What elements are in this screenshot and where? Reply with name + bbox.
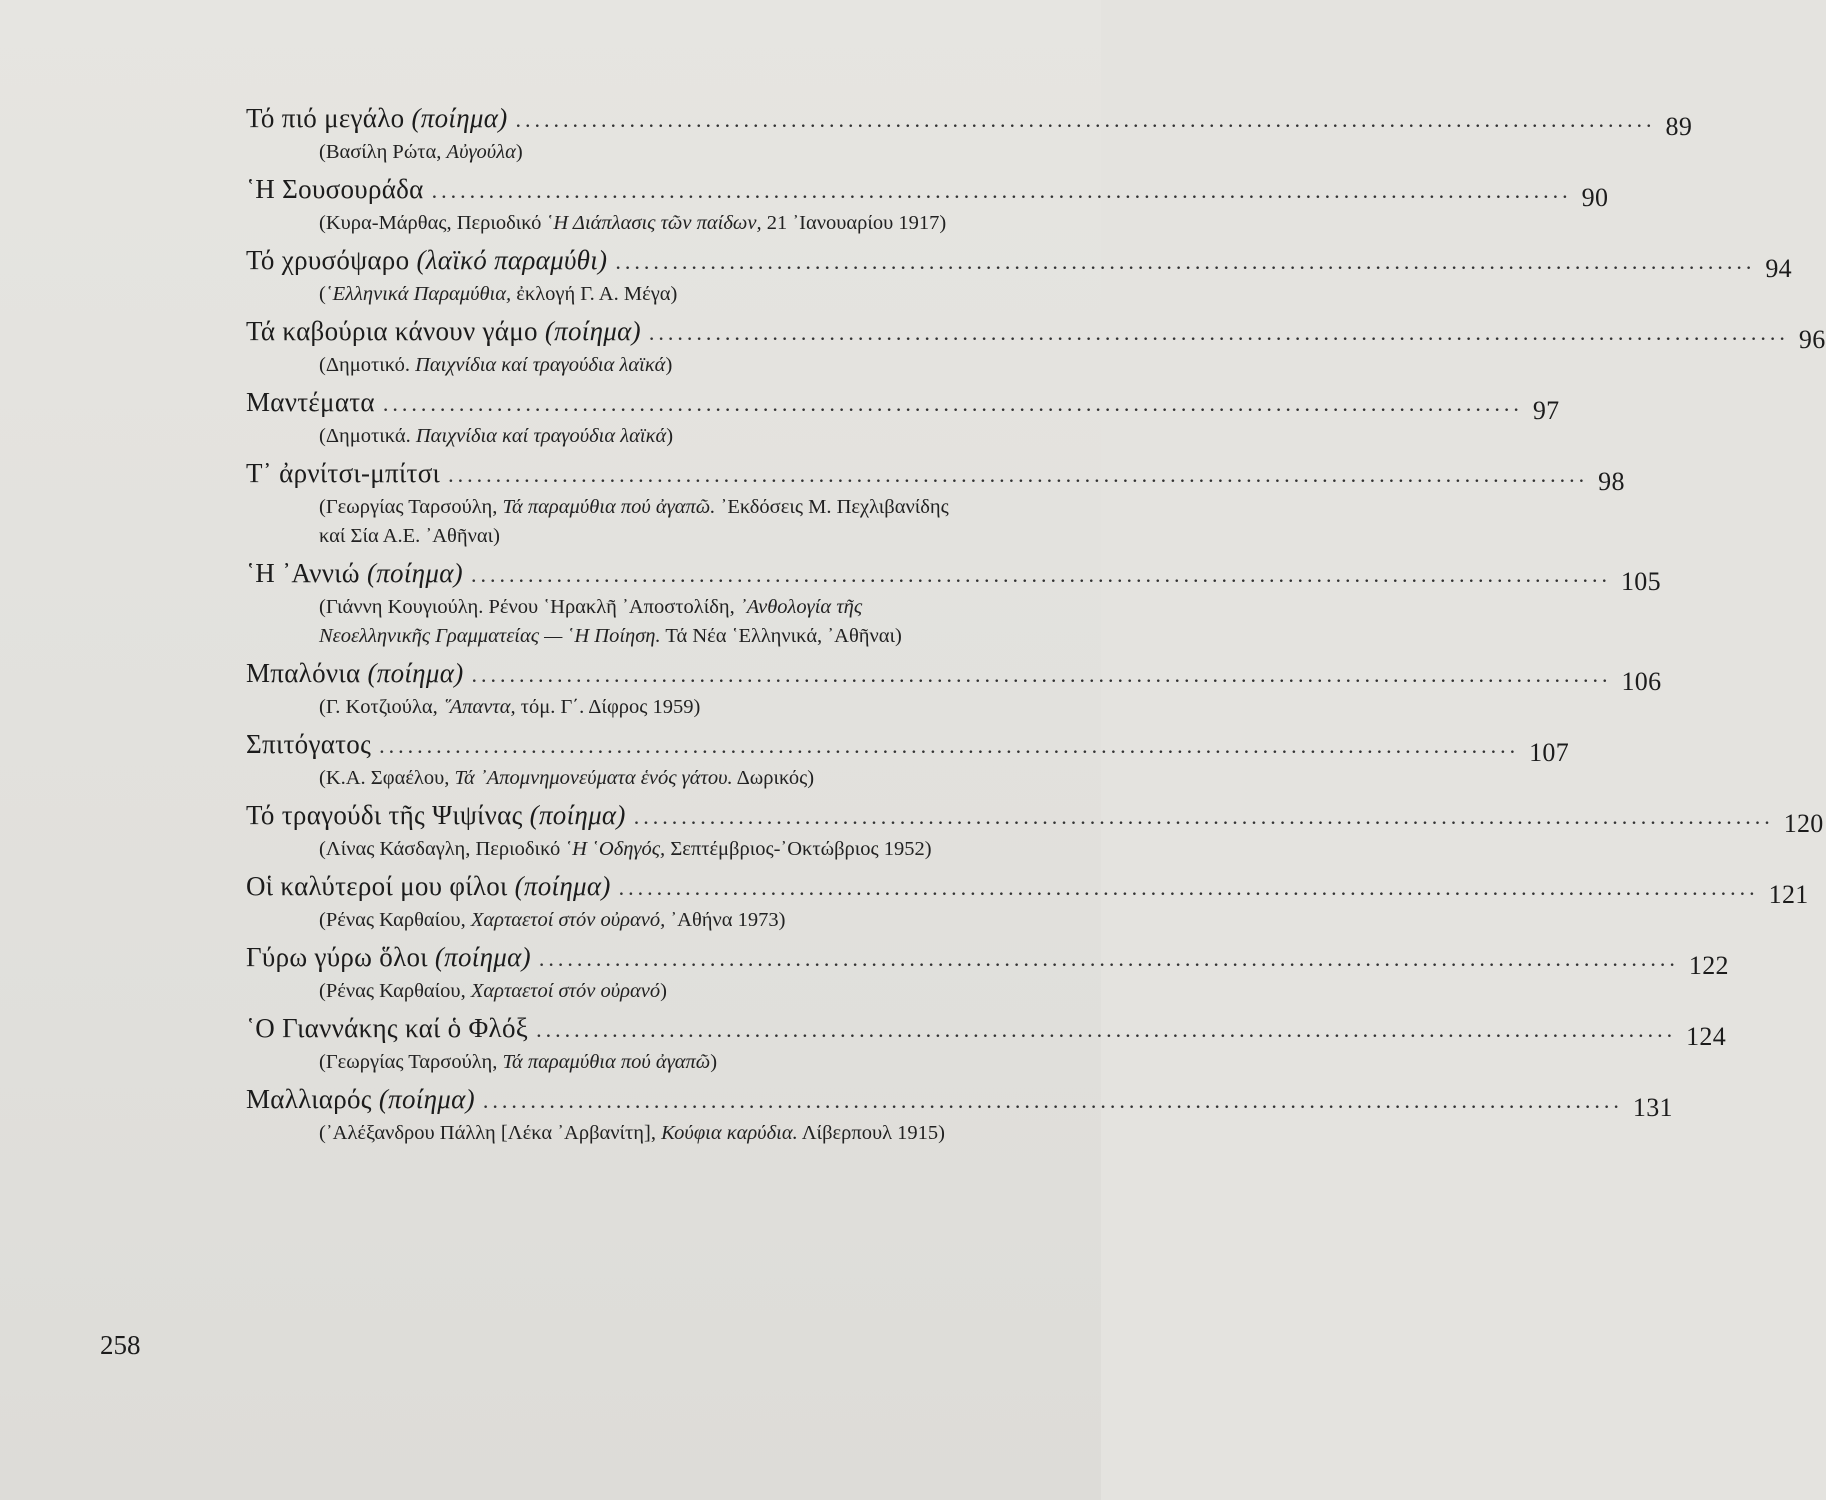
leader-dots: ........................................................................................................................ <box>515 107 1656 132</box>
source-text: ) <box>660 980 667 1002</box>
source-text: ἐκλογή Γ. Α. Μέγα) <box>511 283 678 305</box>
toc-entry-page: 97 <box>1532 396 1560 425</box>
toc-entry-title <box>246 242 607 278</box>
toc-entry-page: 124 <box>1686 1022 1726 1051</box>
toc-entry-line <box>246 100 1693 141</box>
toc-title-text: Τά καβούρια κάνουν γάμο <box>246 316 538 346</box>
source-text: (Κ.Α. Σφαέλου, <box>319 767 455 789</box>
toc-entry-page: 94 <box>1765 254 1792 283</box>
toc-title-text: Μαντέματα <box>246 387 375 417</box>
toc-entry-page: 98 <box>1598 467 1625 496</box>
toc-entry-title <box>246 313 641 349</box>
toc-entry-source <box>319 422 1030 451</box>
toc-entry-line <box>246 455 1625 496</box>
source-text: (Γιάννη Κουγιούλη. Ρένου ῾Ηρακλῆ ᾿Αποστολίδη, <box>319 596 740 618</box>
toc-title-genre: (ποίημα) <box>537 316 641 346</box>
source-text: τόμ. Γ΄. Δίφρος 1959) <box>515 696 701 718</box>
toc-entry-title <box>246 555 463 591</box>
source-text: (Γ. Κοτζιούλα, <box>319 696 443 718</box>
leader-dots: ........................................................................................................................ <box>482 1088 1623 1113</box>
toc-title-genre: (ποίημα) <box>371 1084 475 1114</box>
toc-entry-line <box>246 1081 1673 1122</box>
toc-title-text: Τό τραγούδι τῆς Ψιψίνας <box>246 800 523 830</box>
toc-entry-source <box>319 593 1030 651</box>
toc-entry-page: 89 <box>1665 112 1693 141</box>
source-work-title: Τά παραμύθια πού ἀγαπῶ. <box>502 496 716 518</box>
toc-entry-title <box>246 655 464 691</box>
source-text: Δωρικός) <box>732 767 815 789</box>
source-work-title: Παιχνίδια καί τραγούδια λαϊκά <box>415 354 666 376</box>
toc-title-text: Σπιτόγατος <box>246 729 372 759</box>
toc-entry-title <box>246 384 375 420</box>
toc-entry-source <box>319 906 1030 935</box>
source-work-title: Χαρταετοί στόν οὐρανό <box>470 980 661 1002</box>
source-text: ᾿Αθήνα 1973) <box>665 909 786 931</box>
source-text: (Ρένας Καρθαίου, <box>319 980 471 1002</box>
toc-entry <box>246 1081 1673 1148</box>
toc-title-text: ῾Η ᾿Αννιώ <box>246 558 360 588</box>
toc-entry-page: 107 <box>1529 738 1569 767</box>
source-text: ) <box>665 354 673 376</box>
toc-entry-page: 131 <box>1632 1093 1673 1122</box>
toc-entry-title <box>246 797 626 833</box>
leader-dots: ........................................................................................................................ <box>615 249 1756 274</box>
source-text: (Λίνας Κάσδαγλη, Περιοδικό <box>319 838 566 860</box>
source-text: Λίβερπουλ 1915) <box>797 1122 945 1144</box>
leader-dots: ........................................................................................................................ <box>618 875 1759 900</box>
toc-entry-page: 90 <box>1581 183 1609 212</box>
toc-entry-page: 121 <box>1768 880 1809 909</box>
toc-entry-line <box>246 655 1662 696</box>
toc-entry-line <box>246 1010 1726 1051</box>
toc-entry <box>246 555 1661 651</box>
source-text: (Ρένας Καρθαίου, <box>319 909 471 931</box>
toc-title-genre: (ποίημα) <box>360 658 464 688</box>
source-text: ᾿Εκδόσεις Μ. Πεχλιβανίδης καί Σία Α.Ε. ᾿Αθῆναι) <box>319 496 949 547</box>
toc-entry <box>246 655 1662 722</box>
source-text: (Γεωργίας Ταρσούλη, <box>319 496 503 518</box>
source-text: ) <box>515 141 523 163</box>
source-text: (Βασίλη Ρώτα, <box>319 141 447 163</box>
toc-entry-page: 122 <box>1688 951 1729 980</box>
toc-title-text: Οἱ καλύτεροί μου φίλοι <box>246 871 508 901</box>
toc-title-genre: (ποίημα) <box>522 800 626 830</box>
table-of-contents <box>246 100 1826 1152</box>
toc-entry-source <box>319 693 1030 722</box>
source-text: ) <box>710 1051 718 1073</box>
source-work-title: Τά παραμύθια πού ἀγαπῶ <box>502 1051 711 1073</box>
toc-entry <box>246 1010 1726 1077</box>
leader-dots: ........................................................................................................................ <box>382 391 1523 416</box>
toc-entry-line <box>246 939 1729 980</box>
source-work-title: Χαρταετοί στόν οὐρανό, <box>470 909 666 931</box>
source-work-title: ῾Η ῾Οδηγός, <box>565 838 666 860</box>
toc-entry-page: 105 <box>1620 567 1661 596</box>
source-text: (Γεωργίας Ταρσούλη, <box>319 1051 503 1073</box>
source-text: ( <box>319 283 326 305</box>
toc-entry-source <box>319 493 1030 551</box>
source-text: ) <box>666 425 674 447</box>
toc-entry-title <box>246 939 531 975</box>
toc-title-text: ῾Ο Γιαννάκης καί ὁ Φλόξ <box>246 1013 529 1043</box>
source-text: (Κυρα-Μάρθας, Περιοδικό <box>319 212 547 234</box>
toc-entry-line <box>246 868 1809 909</box>
toc-title-genre: (ποίημα) <box>427 942 531 972</box>
toc-entry-title <box>246 868 611 904</box>
toc-entry-source <box>319 1048 1030 1077</box>
toc-entry-source <box>319 835 1030 864</box>
toc-entry-line <box>246 726 1569 767</box>
toc-title-text: Μπαλόνια <box>246 658 361 688</box>
leader-dots: ........................................................................................................................ <box>431 178 1572 203</box>
toc-entry-page: 120 <box>1783 809 1824 838</box>
toc-entry-source <box>319 977 1030 1006</box>
toc-entry-title <box>246 726 371 762</box>
toc-entry-line <box>246 171 1609 212</box>
source-work-title: Τά ᾿Απομνημονεύματα ἑνός γάτου. <box>454 767 733 789</box>
leader-dots: ........................................................................................................................ <box>648 320 1789 345</box>
toc-entry-line <box>246 242 1792 283</box>
source-work-title: ῾Η Διάπλασις τῶν παίδων, <box>546 212 762 234</box>
toc-entry-source <box>319 209 1030 238</box>
toc-title-text: ῾Η Σουσουράδα <box>246 174 424 204</box>
leader-dots: ........................................................................................................................ <box>470 562 1611 587</box>
source-work-title: Κούφια καρύδια. <box>661 1122 798 1144</box>
leader-dots: ........................................................................................................................ <box>536 1017 1677 1042</box>
toc-entry-line <box>246 384 1560 425</box>
toc-entry-source <box>319 280 1030 309</box>
toc-entry <box>246 384 1560 451</box>
source-text: (Δημοτικό. <box>319 354 416 376</box>
toc-entry-source <box>319 351 1030 380</box>
toc-entry <box>246 726 1569 793</box>
toc-title-text: Γύρω γύρω ὅλοι <box>246 942 428 972</box>
toc-title-text: Τ᾿ ἀρνίτσι-μπίτσι <box>246 458 441 488</box>
source-text: (Δημοτικά. <box>319 425 416 447</box>
source-work-title: ῾Ελληνικά Παραμύθια, <box>325 283 512 305</box>
toc-title-text: Τό πιό μεγάλο <box>246 103 405 133</box>
toc-title-text: Μαλλιαρός <box>246 1084 372 1114</box>
toc-title-genre: (ποίημα) <box>404 103 508 133</box>
toc-entry-line <box>246 313 1826 354</box>
toc-entry-source <box>319 764 1030 793</box>
source-text: (᾿Αλέξανδρου Πάλλη [Λέκα ᾿Αρβανίτη], <box>319 1122 662 1144</box>
source-text: 21 ᾿Ιανουαρίου 1917) <box>761 212 947 234</box>
leader-dots: ........................................................................................................................ <box>538 946 1679 971</box>
toc-entry-line <box>246 555 1661 596</box>
toc-entry-source <box>319 1119 1030 1148</box>
toc-entry-title <box>246 1010 528 1046</box>
toc-entry <box>246 313 1826 380</box>
toc-entry <box>246 100 1693 167</box>
toc-entry-title <box>246 171 424 207</box>
toc-entry-page: 106 <box>1621 667 1662 696</box>
toc-entry <box>246 242 1792 309</box>
toc-entry <box>246 939 1729 1006</box>
toc-entry-title <box>246 455 440 491</box>
leader-dots: ........................................................................................................................ <box>379 733 1520 758</box>
toc-entry <box>246 797 1824 864</box>
toc-entry-source <box>319 138 1030 167</box>
leader-dots: ........................................................................................................................ <box>448 462 1589 487</box>
source-work-title: Αὐγούλα <box>446 141 516 163</box>
toc-entry-title <box>246 100 508 136</box>
page-number: 258 <box>100 1330 141 1360</box>
toc-title-genre: (λαϊκό παραμύθι) <box>409 245 608 275</box>
toc-title-text: Τό χρυσόψαρο <box>246 245 410 275</box>
toc-entry-title <box>246 1081 475 1117</box>
toc-entry-line <box>246 797 1824 838</box>
toc-entry-page: 96 <box>1798 325 1826 354</box>
toc-title-genre: (ποίημα) <box>507 871 611 901</box>
toc-title-genre: (ποίημα) <box>359 558 463 588</box>
source-work-title: ῞Απαντα, <box>442 696 516 718</box>
source-work-title: Παιχνίδια καί τραγούδια λαϊκά <box>415 425 667 447</box>
source-text: Σεπτέμβριος-᾿Οκτώβριος 1952) <box>665 838 932 860</box>
toc-entry <box>246 171 1609 238</box>
toc-entry <box>246 868 1809 935</box>
leader-dots: ........................................................................................................................ <box>471 662 1612 687</box>
source-work-title: ᾿Ανθολογία τῆς Νεοελληνικῆς Γραμματείας — ῾Η Ποίηση. <box>319 596 863 647</box>
toc-entry <box>246 455 1625 551</box>
source-text: Τά Νέα ῾Ελληνικά, ᾿Αθῆναι) <box>660 625 902 647</box>
leader-dots: ........................................................................................................................ <box>633 804 1774 829</box>
